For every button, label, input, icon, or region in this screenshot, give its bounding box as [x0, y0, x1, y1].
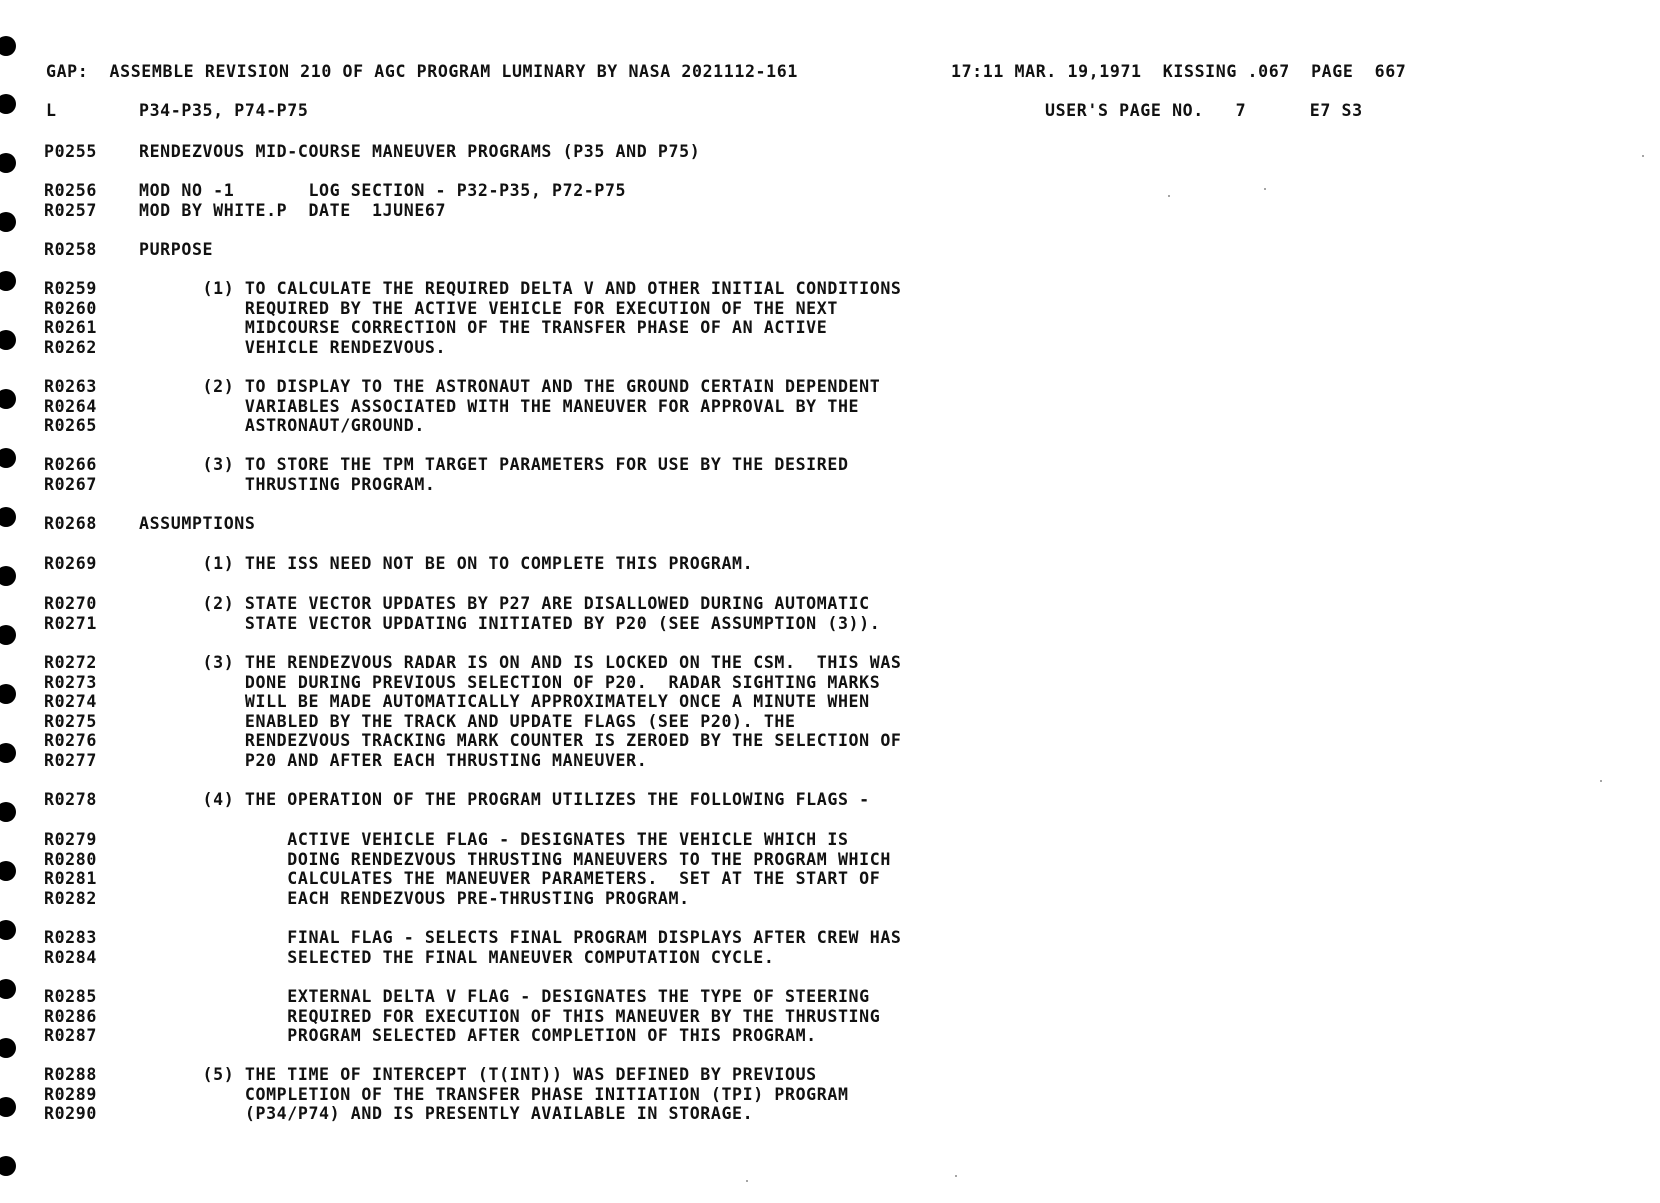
line-text: (2) TO DISPLAY TO THE ASTRONAUT AND THE GROUND CERTAIN DEPENDENT	[139, 377, 881, 396]
paper-speck	[1264, 188, 1266, 190]
line-text: P20 AND AFTER EACH THRUSTING MANEUVER.	[139, 751, 648, 770]
line-text: (4) THE OPERATION OF THE PROGRAM UTILIZES THE FOLLOWING FLAGS -	[139, 790, 870, 809]
line-text: PROGRAM SELECTED AFTER COMPLETION OF THIS PROGRAM.	[139, 1026, 817, 1045]
feed-hole	[0, 153, 16, 173]
line-label: R0256	[44, 181, 97, 200]
line-label: R0264	[44, 397, 97, 416]
feed-hole	[0, 566, 16, 586]
feed-hole	[0, 448, 16, 468]
feed-hole	[0, 330, 16, 350]
line-text: ENABLED BY THE TRACK AND UPDATE FLAGS (SEE P20). THE	[139, 712, 796, 731]
line-text: MIDCOURSE CORRECTION OF THE TRANSFER PHASE OF AN ACTIVE	[139, 318, 828, 337]
line-text: THRUSTING PROGRAM.	[139, 475, 436, 494]
feed-hole	[0, 743, 16, 763]
line-text: (1) TO CALCULATE THE REQUIRED DELTA V AND OTHER INITIAL CONDITIONS	[139, 279, 902, 298]
line-label: R0272	[44, 653, 97, 672]
line-text: (1) THE ISS NEED NOT BE ON TO COMPLETE THIS PROGRAM.	[139, 554, 754, 573]
line-label: R0261	[44, 318, 97, 337]
line-text: RENDEZVOUS TRACKING MARK COUNTER IS ZEROED BY THE SELECTION OF	[139, 731, 902, 750]
line-label: R0260	[44, 299, 97, 318]
line-text: DONE DURING PREVIOUS SELECTION OF P20. RADAR SIGHTING MARKS	[139, 673, 881, 692]
line-label: R0266	[44, 455, 97, 474]
header-listing-flag: L	[46, 101, 57, 120]
line-text: MOD BY WHITE.P DATE 1JUNE67	[139, 201, 447, 220]
line-text: MOD NO -1 LOG SECTION - P32-P35, P72-P75	[139, 181, 627, 200]
feed-hole	[0, 802, 16, 822]
line-text: CALCULATES THE MANEUVER PARAMETERS. SET AT THE START OF	[139, 869, 881, 888]
line-label: R0268	[44, 514, 97, 533]
header-timestamp: 17:11 MAR. 19,1971 KISSING .067 PAGE 667	[951, 62, 1407, 81]
line-text: ASSUMPTIONS	[139, 514, 256, 533]
line-text: VARIABLES ASSOCIATED WITH THE MANEUVER FOR APPROVAL BY THE	[139, 397, 860, 416]
line-label: R0290	[44, 1104, 97, 1123]
line-label: R0286	[44, 1007, 97, 1026]
line-label: R0273	[44, 673, 97, 692]
line-label: R0265	[44, 416, 97, 435]
line-label: R0283	[44, 928, 97, 947]
line-text: WILL BE MADE AUTOMATICALLY APPROXIMATELY ONCE A MINUTE WHEN	[139, 692, 870, 711]
line-label: R0276	[44, 731, 97, 750]
line-text: (2) STATE VECTOR UPDATES BY P27 ARE DISALLOWED DURING AUTOMATIC	[139, 594, 870, 613]
paper-speck	[746, 1180, 748, 1182]
line-label: R0285	[44, 987, 97, 1006]
line-label: R0263	[44, 377, 97, 396]
feed-hole	[0, 1156, 16, 1176]
line-text: ACTIVE VEHICLE FLAG - DESIGNATES THE VEHICLE WHICH IS	[139, 830, 849, 849]
line-label: R0282	[44, 889, 97, 908]
line-text: STATE VECTOR UPDATING INITIATED BY P20 (SEE ASSUMPTION (3)).	[139, 614, 881, 633]
line-label: R0258	[44, 240, 97, 259]
feed-hole	[0, 861, 16, 881]
line-label: R0280	[44, 850, 97, 869]
line-label: R0274	[44, 692, 97, 711]
feed-hole	[0, 1038, 16, 1058]
feed-hole	[0, 1097, 16, 1117]
line-label: R0288	[44, 1065, 97, 1084]
line-label: R0270	[44, 594, 97, 613]
line-text: ASTRONAUT/GROUND.	[139, 416, 425, 435]
line-text: REQUIRED BY THE ACTIVE VEHICLE FOR EXECUTION OF THE NEXT	[139, 299, 838, 318]
line-text: EXTERNAL DELTA V FLAG - DESIGNATES THE TYPE OF STEERING	[139, 987, 870, 1006]
feed-hole	[0, 920, 16, 940]
line-text: (5) THE TIME OF INTERCEPT (T(INT)) WAS DEFINED BY PREVIOUS	[139, 1065, 817, 1084]
line-label: R0284	[44, 948, 97, 967]
line-label: R0267	[44, 475, 97, 494]
line-text: REQUIRED FOR EXECUTION OF THIS MANEUVER BY THE THRUSTING	[139, 1007, 881, 1026]
paper-speck	[1642, 155, 1644, 157]
line-text: PURPOSE	[139, 240, 214, 259]
line-label: R0259	[44, 279, 97, 298]
line-text: VEHICLE RENDEZVOUS.	[139, 338, 447, 357]
line-label: R0271	[44, 614, 97, 633]
line-text: FINAL FLAG - SELECTS FINAL PROGRAM DISPLAYS AFTER CREW HAS	[139, 928, 902, 947]
line-label: R0269	[44, 554, 97, 573]
paper-speck	[1600, 780, 1602, 782]
header-user-page: USER'S PAGE NO. 7 E7 S3	[1045, 101, 1363, 120]
line-label: P0255	[44, 142, 97, 161]
line-label: R0279	[44, 830, 97, 849]
feed-hole	[0, 94, 16, 114]
paper-speck	[955, 1175, 957, 1177]
line-label: R0287	[44, 1026, 97, 1045]
feed-hole	[0, 212, 16, 232]
line-text: DOING RENDEZVOUS THRUSTING MANEUVERS TO THE PROGRAM WHICH	[139, 850, 891, 869]
line-text: EACH RENDEZVOUS PRE-THRUSTING PROGRAM.	[139, 889, 690, 908]
line-text: COMPLETION OF THE TRANSFER PHASE INITIATION (TPI) PROGRAM	[139, 1085, 849, 1104]
feed-hole	[0, 979, 16, 999]
feed-hole	[0, 625, 16, 645]
paper-speck	[1168, 195, 1170, 197]
header-section: P34-P35, P74-P75	[139, 101, 309, 120]
line-label: R0275	[44, 712, 97, 731]
line-text: RENDEZVOUS MID-COURSE MANEUVER PROGRAMS (P35 AND P75)	[139, 142, 701, 161]
header-title: GAP: ASSEMBLE REVISION 210 OF AGC PROGRAM LUMINARY BY NASA 2021112-161	[46, 62, 798, 81]
feed-hole	[0, 271, 16, 291]
feed-hole	[0, 36, 16, 56]
line-text: (3) TO STORE THE TPM TARGET PARAMETERS FOR USE BY THE DESIRED	[139, 455, 849, 474]
line-label: R0257	[44, 201, 97, 220]
line-label: R0262	[44, 338, 97, 357]
line-text: (3) THE RENDEZVOUS RADAR IS ON AND IS LOCKED ON THE CSM. THIS WAS	[139, 653, 902, 672]
line-text: SELECTED THE FINAL MANEUVER COMPUTATION CYCLE.	[139, 948, 775, 967]
line-label: R0277	[44, 751, 97, 770]
line-label: R0289	[44, 1085, 97, 1104]
feed-hole	[0, 389, 16, 409]
feed-hole	[0, 684, 16, 704]
feed-hole	[0, 507, 16, 527]
line-label: R0278	[44, 790, 97, 809]
line-text: (P34/P74) AND IS PRESENTLY AVAILABLE IN STORAGE.	[139, 1104, 754, 1123]
line-label: R0281	[44, 869, 97, 888]
